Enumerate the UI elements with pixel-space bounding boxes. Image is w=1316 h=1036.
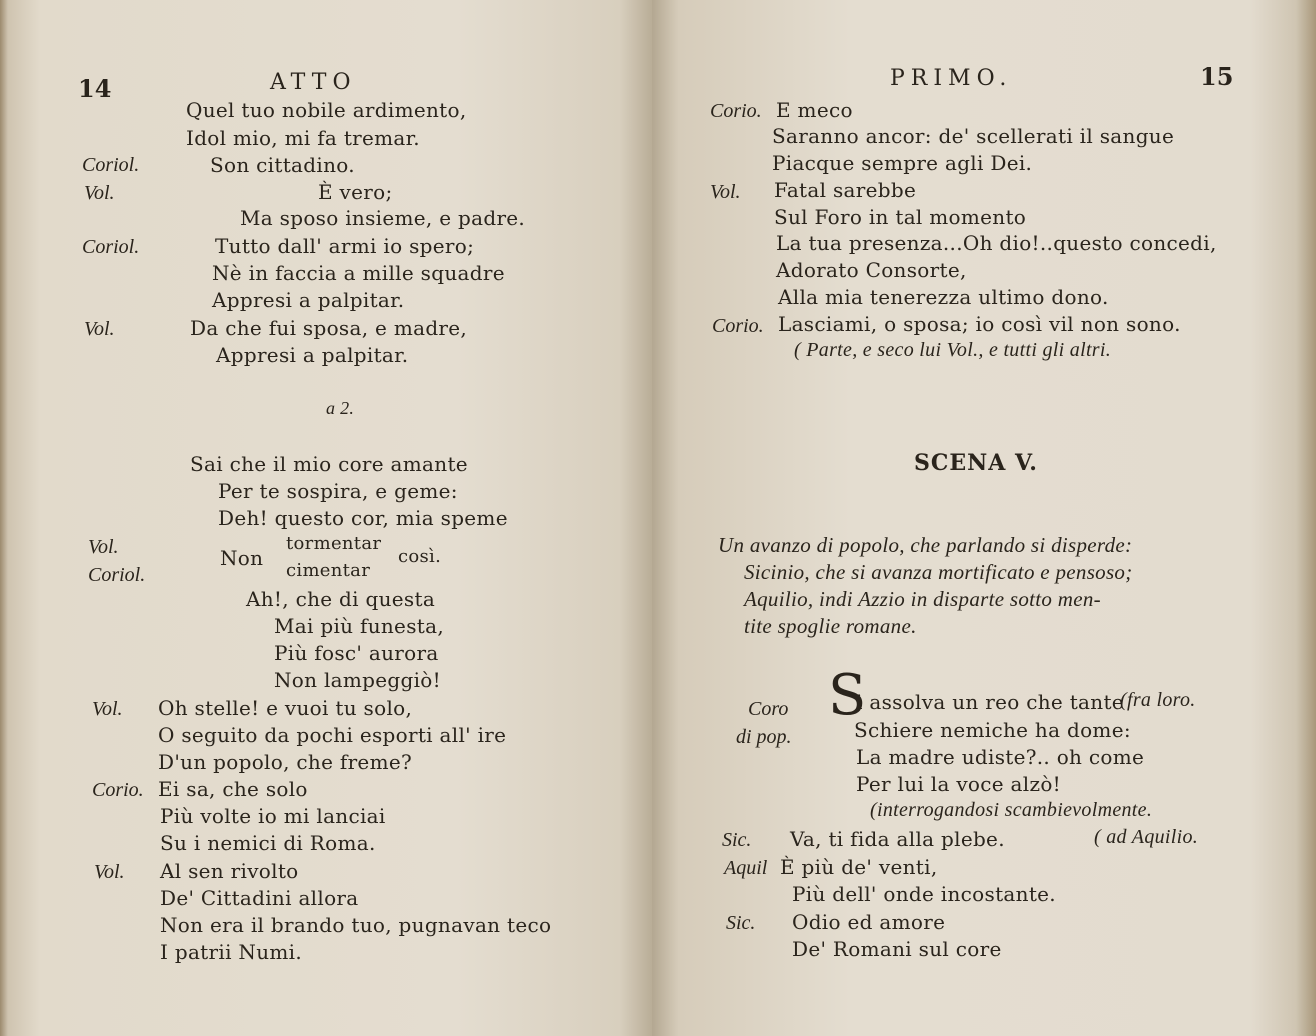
- speaker-label: Vol.: [84, 182, 115, 204]
- speaker-label: Corio.: [710, 100, 762, 122]
- verse-line: Più dell' onde incostante.: [792, 882, 1056, 906]
- verse-line: Piacque sempre agli Dei.: [772, 151, 1033, 175]
- verse-line: O seguito da pochi esporti all' ire: [158, 723, 507, 747]
- verse-line: Per lui la voce alzò!: [856, 772, 1061, 796]
- stage-direction: (interrogandosi scambievolmente.: [870, 799, 1153, 821]
- verse-line: Idol mio, mi fa tremar.: [186, 126, 420, 150]
- verse-line: i assolva un reo che tante: [856, 690, 1124, 714]
- speaker-label: Vol.: [94, 861, 125, 883]
- verse-line: Non lampeggiò!: [274, 668, 441, 692]
- stage-direction: tite spoglie romane.: [744, 614, 917, 638]
- verse-line: Oh stelle! e vuoi tu solo,: [158, 696, 413, 720]
- verse-line: Ei sa, che solo: [158, 777, 308, 801]
- verse-line: Sul Foro in tal momento: [774, 205, 1027, 229]
- verse-line: Alla mia tenerezza ultimo dono.: [778, 285, 1109, 309]
- verse-line: Da che fui sposa, e madre,: [190, 316, 468, 340]
- verse-line: Fatal sarebbe: [774, 178, 917, 202]
- duet-marker: a 2.: [326, 398, 355, 418]
- speaker-label: Coriol.: [82, 236, 140, 258]
- page-number: 15: [1200, 62, 1234, 91]
- verse-line: Appresi a palpitar.: [212, 288, 405, 312]
- verse-line: Va, ti fida alla plebe.: [790, 827, 1005, 851]
- verse-line: È più de' venti,: [780, 855, 938, 879]
- stage-direction: Un avanzo di popolo, che parlando si disperde:: [718, 533, 1133, 557]
- speaker-label: Vol.: [710, 181, 741, 203]
- verse-line: Adorato Consorte,: [776, 258, 967, 282]
- stage-direction: Aquilio, indi Azzio in disparte sotto men-: [744, 587, 1101, 611]
- speaker-label: Vol.: [88, 536, 119, 558]
- speaker-label: Vol.: [84, 318, 115, 340]
- verse-line: Più fosc' aurora: [274, 641, 439, 665]
- verse-line: Su i nemici di Roma.: [160, 831, 376, 855]
- scene-title: SCENA V.: [914, 450, 1038, 476]
- verse-line: Non era il brando tuo, pugnavan teco: [160, 913, 552, 937]
- verse-line: Son cittadino.: [210, 153, 355, 177]
- verse-line: cimentar: [286, 560, 371, 581]
- page-number: 14: [78, 74, 112, 103]
- verse-line: Tutto dall' armi io spero;: [215, 234, 475, 258]
- verse-line: Nè in faccia a mille squadre: [212, 261, 505, 285]
- verse-line: Schiere nemiche ha dome:: [854, 718, 1131, 742]
- speaker-label: Coriol.: [82, 154, 140, 176]
- verse-line: Lasciami, o sposa; io così vil non sono.: [778, 312, 1181, 336]
- verse-line: Non: [220, 546, 264, 570]
- verse-line: Appresi a palpitar.: [216, 343, 409, 367]
- verse-line: Più volte io mi lanciai: [160, 804, 386, 828]
- verse-line: Al sen rivolto: [160, 859, 299, 883]
- verse-line: De' Romani sul core: [792, 937, 1002, 961]
- verse-line: De' Cittadini allora: [160, 886, 359, 910]
- speaker-label: Coro: [748, 698, 789, 720]
- speaker-label: Coriol.: [88, 564, 146, 586]
- verse-line: Mai più funesta,: [274, 614, 444, 638]
- verse-line: Per te sospira, e geme:: [218, 479, 458, 503]
- verse-line: Sai che il mio core amante: [190, 452, 468, 476]
- stage-direction: (fra loro.: [1120, 689, 1196, 711]
- running-header: ATTO: [270, 70, 357, 95]
- verse-line: Odio ed amore: [792, 910, 946, 934]
- verse-line: La tua presenza...Oh dio!..questo concedi,: [776, 231, 1217, 255]
- verse-line: La madre udiste?.. oh come: [856, 745, 1145, 769]
- speaker-label: Corio.: [92, 779, 144, 801]
- speaker-label: di pop.: [736, 726, 792, 748]
- speaker-label: Corio.: [712, 315, 764, 337]
- verse-line: D'un popolo, che freme?: [158, 750, 412, 774]
- stage-direction: ( Parte, e seco lui Vol., e tutti gli altri.: [794, 339, 1112, 361]
- verse-line: così.: [398, 546, 442, 567]
- verse-line: Quel tuo nobile ardimento,: [186, 98, 467, 122]
- stage-direction: Sicinio, che si avanza mortificato e pensoso;: [744, 560, 1133, 584]
- verse-line: Saranno ancor: de' scellerati il sangue: [772, 124, 1175, 148]
- right-page: [652, 0, 1316, 1036]
- verse-line: I patrii Numi.: [160, 940, 303, 964]
- speaker-label: Vol.: [92, 698, 123, 720]
- speaker-label: Sic.: [726, 912, 756, 934]
- stage-direction: ( ad Aquilio.: [1094, 826, 1199, 848]
- verse-line: Deh! questo cor, mia speme: [218, 506, 508, 530]
- speaker-label: Sic.: [722, 829, 752, 851]
- verse-line: Ah!, che di questa: [246, 587, 436, 611]
- verse-line: Ma sposo insieme, e padre.: [240, 206, 526, 230]
- verse-line: E meco: [776, 98, 853, 122]
- speaker-label: Aquil: [724, 857, 768, 879]
- verse-line: È vero;: [318, 180, 393, 204]
- left-page: [0, 0, 652, 1036]
- verse-line: tormentar: [286, 533, 382, 554]
- running-header: PRIMO.: [890, 66, 1013, 91]
- drop-cap: S: [828, 663, 867, 728]
